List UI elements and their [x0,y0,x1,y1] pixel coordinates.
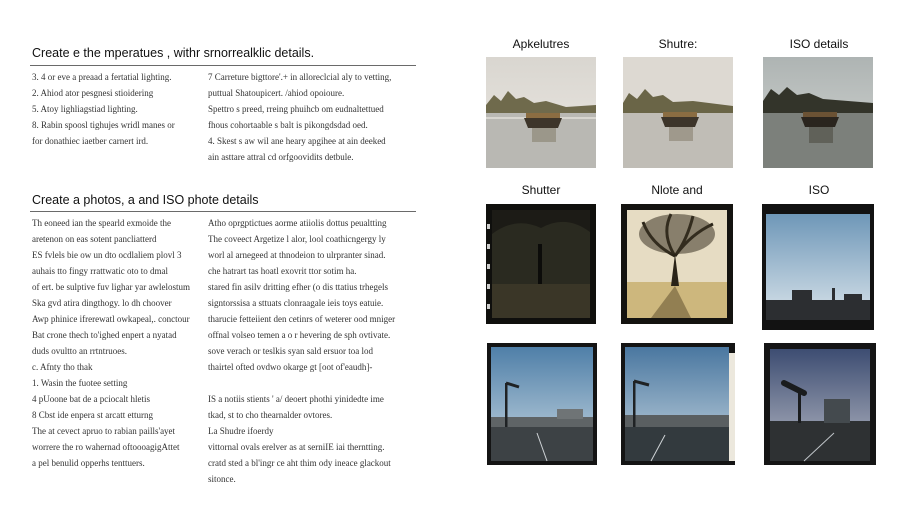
list-item: 8 Cbst ide enpera st arcatt etturng [32,410,153,420]
photo-boat-lake-shutter [623,57,733,168]
list-item: IS a notiis stients ' a/ deoert phothi yinidedte ime [208,394,384,404]
list-item: a pel benulid opperhs tenttuers. [32,458,145,468]
section1-divider [30,65,416,66]
list-item: sove verach or teslkis syan sald ersuor toa lod [208,346,373,356]
list-item: Atho oprgptictues aorme atiiolis dottus peualtting [208,218,387,228]
section2-heading: Create a photos, a and ISO phote details [32,193,259,207]
list-item: 4. Skest s aw wil ane heary apgihee at ain deeked [208,136,386,146]
photo-label: Shutter [521,183,561,197]
photo-boat-lake-aperture [486,57,596,168]
list-item [208,375,395,391]
section1-heading: Create e the mperatues , withr srnorrealklic details. [32,46,315,60]
list-item: puttual Shatoupicert. /ahiod opoioure. [208,88,345,98]
photo-label: ISO [808,183,830,197]
list-item: signtorssisa a sttuats clonraagale ieis toys eatuie. [208,298,384,308]
section1-left-column [32,69,175,149]
section1-right-column [208,69,391,165]
photo-street-lamp-1 [487,343,597,465]
list-item: worrere the ro wahernad oftoooagigAttet [32,442,180,452]
photo-label: Apkelutres [512,37,570,51]
section2-left-column [32,215,190,471]
list-item: tharucie fetteiient den cetinrs of weterer ood mniger [208,314,396,324]
photo-tree-field-note [621,204,733,324]
list-item: aretenon on eas sotent pancliatterd [32,234,157,244]
list-item: Bat crone thech to'ighed enpert a nyatad [32,330,177,340]
photo-street-lamp-3 [764,343,876,465]
photo-label: Shutre: [658,37,698,51]
photo-label: ISO details [789,37,849,51]
list-item: offnal volseo temen a o r hevering de sph ovtivate. [208,330,391,340]
list-item: 1. Wasin the fuotee setting [32,378,128,388]
list-item: che hatrart tas hoatl exovrit ttor sotim ha. [208,266,357,276]
section2-right-column [208,215,395,487]
list-item: worl al arnegeed at thnodeion to ulrpranter sinad. [208,250,386,260]
list-item: duds ovultto an rrtntruoes. [32,346,127,356]
list-item: 3. 4 or eve a preaad a fertatial lighting. [32,72,172,82]
section2-divider [30,211,416,212]
list-item: c. Afnty tho thak [32,362,93,372]
list-item: ain asttare attral cd orfgoovidits detbule. [208,152,354,162]
photo-street-lamp-2 [621,343,735,465]
list-item: vittornal ovals erelver as at serniIE iai therntting. [208,442,385,452]
list-item: stared fin asilv dritting efher (o dis ttatius trhegels [208,282,388,292]
list-item: ES fvlels bie ow un dto ocdlaliem plovl 3 [32,250,182,260]
list-item: thairtel ofted ovdwo okarge gt [oot of'eaudh]- [208,362,373,372]
list-item: of ert. be sulptive fuv lighar yar awlelostum [32,282,190,292]
list-item: auhais tto fingy rrattwatic oto to dmal [32,266,168,276]
list-item: 2. Ahiod ator pesgnesi stioidering [32,88,154,98]
photo-boat-lake-iso [763,57,873,168]
photo-dark-tree-shutter [486,204,596,324]
list-item: fhous cohortaable s balt is pikongdsdad oed. [208,120,368,130]
list-item: The coveect Argetize l alor, lool coathicngergy ly [208,234,386,244]
list-item: 7 Carreture bigttore'.+ in alloreclcial aly to vetting, [208,72,392,82]
list-item: 4 pUoone bat de a pciocalt hletis [32,394,150,404]
list-item: 5. Atoy lighliagstiad lighting. [32,104,138,114]
list-item: for donathiec iaetber carnert ird. [32,136,149,146]
list-item: 8. Rabin spoosl tighujes wridl manes or [32,120,175,130]
list-item: Spettro s preed, rreing phuihcb om eudnaltettued [208,104,384,114]
list-item: sitonce. [208,474,236,484]
list-item: Th eoneed ian the spearld exmoide the [32,218,171,228]
photo-label: Nlote and [651,183,703,197]
list-item: La Shudre ifoerdy [208,426,274,436]
list-item: tkad, st to cho thearnalder ovtores. [208,410,333,420]
list-item: Awp phinice ifrerewatl owkapeal,. conctour [32,314,190,324]
list-item: The at cevect apruo to rabian paills'ayet [32,426,176,436]
photo-pier-sky-iso [762,204,874,330]
list-item: Ska gvd atira dingthogy. lo dh choover [32,298,172,308]
list-item: cratd sted a bl'ingr ce aht thim ody ineace glackout [208,458,391,468]
